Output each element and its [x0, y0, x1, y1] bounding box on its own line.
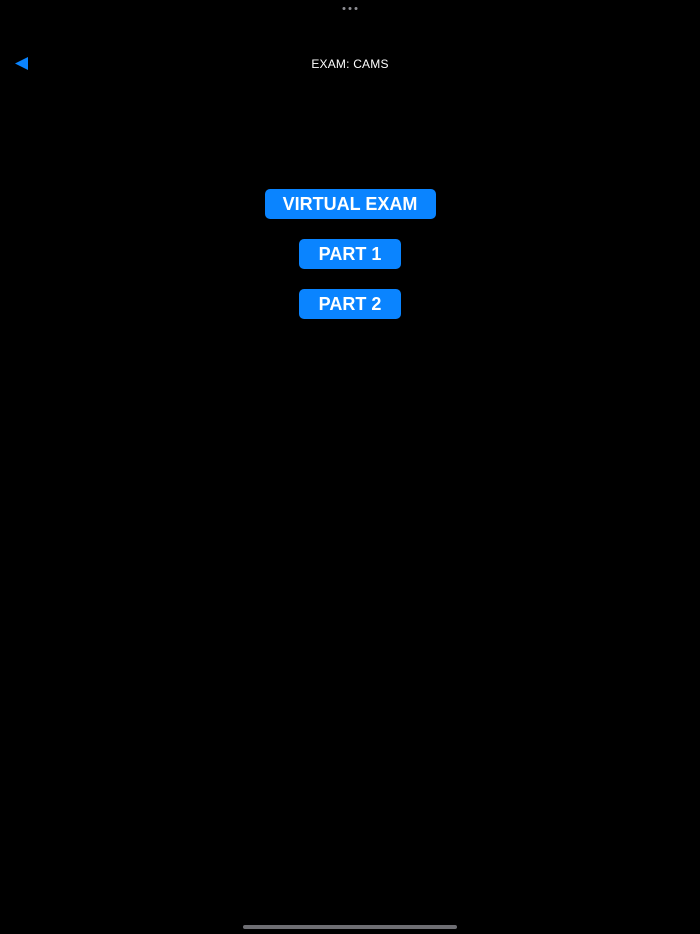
- multitasking-dots-icon[interactable]: [343, 7, 358, 10]
- dot: [349, 7, 352, 10]
- part-1-button[interactable]: PART 1: [299, 239, 401, 269]
- page-title: EXAM: CAMS: [311, 57, 389, 71]
- dot: [355, 7, 358, 10]
- virtual-exam-button[interactable]: VIRTUAL EXAM: [265, 189, 436, 219]
- home-indicator[interactable]: [243, 925, 457, 929]
- dot: [343, 7, 346, 10]
- part-2-button[interactable]: PART 2: [299, 289, 401, 319]
- exam-menu: [0, 189, 700, 319]
